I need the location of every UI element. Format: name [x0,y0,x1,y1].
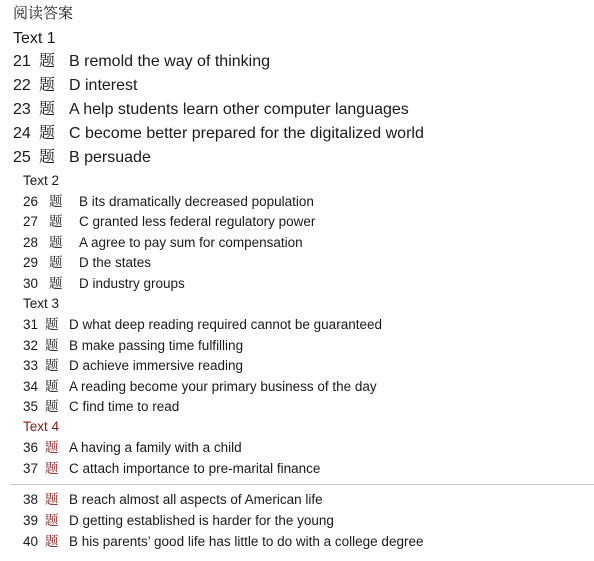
answer-row-35 [23,397,179,416]
question-char: 题 [49,255,63,270]
answer-row-21 [13,51,270,73]
question-char: 题 [39,149,56,166]
question-char: 题 [45,338,59,353]
question-number: 23 [13,101,31,118]
question-char: 题 [39,77,56,94]
question-char: 题 [45,379,59,394]
question-number: 25 [13,149,31,166]
answer-row-23 [13,99,409,121]
question-number: 34 [23,379,39,394]
answer-row-24 [13,123,424,145]
answer-row-39 [23,511,334,530]
question-char: 题 [45,358,59,373]
answer-text: B reach almost all aspects of American life [69,492,323,507]
question-number: 33 [23,358,39,373]
answer-text: D industry groups [79,276,185,291]
question-number: 36 [23,440,39,455]
answer-text: D achieve immersive reading [69,358,244,373]
question-number: 29 [23,255,39,270]
question-number: 40 [23,534,39,549]
answer-text: B his parents’ good life has little to do with a college degree [69,534,424,549]
text1-label: Text 1 [13,30,56,47]
answer-row-28 [23,233,303,252]
answer-row-38 [23,490,323,509]
question-char: 题 [39,53,56,70]
question-char: 题 [45,317,59,332]
answer-text: D what deep reading required cannot be guaranteed [69,317,382,332]
question-char: 题 [45,399,59,414]
question-char: 题 [45,513,59,528]
question-number: 24 [13,125,31,142]
question-char: 题 [49,214,63,229]
answer-text: C become better prepared for the digitalized world [69,125,424,142]
text4-label: Text 4 [23,419,60,434]
question-number: 22 [13,77,31,94]
question-number: 26 [23,194,39,209]
answer-row-33 [23,356,243,375]
answer-row-40 [23,532,423,551]
answer-text: C attach importance to pre-marital finance [69,461,321,476]
answer-text: B remold the way of thinking [69,53,270,70]
answer-text: D the states [79,255,152,270]
answer-row-31 [23,315,382,334]
answer-text: C find time to read [69,399,180,414]
answer-row-29 [23,253,151,272]
answer-row-22 [13,75,137,97]
question-char: 题 [39,125,56,142]
answer-text: B make passing time fulfilling [69,338,244,353]
question-number: 38 [23,492,39,507]
question-char: 题 [45,492,59,507]
question-number: 28 [23,235,39,250]
answer-row-37 [23,459,320,478]
question-char: 题 [49,276,63,291]
question-char: 题 [45,440,59,455]
question-char: 题 [49,235,63,250]
answer-row-30 [23,274,185,293]
answer-text: A reading become your primary business of the day [69,379,377,394]
answer-row-27 [23,212,315,231]
question-char: 题 [49,194,63,209]
answer-text: A having a family with a child [69,440,242,455]
section-divider [10,484,594,485]
answer-row-26 [23,192,314,211]
answer-text: D interest [69,77,138,94]
question-number: 39 [23,513,39,528]
answer-row-34 [23,377,377,396]
question-number: 21 [13,53,31,70]
answer-row-25 [13,147,151,169]
question-number: 32 [23,338,39,353]
question-char: 题 [45,461,59,476]
question-number: 30 [23,276,39,291]
answer-text: A help students learn other computer languages [69,101,409,118]
answer-text: B its dramatically decreased population [79,194,314,209]
answer-text: B persuade [69,149,151,166]
page-heading: 阅读答案 [13,5,74,22]
question-number: 37 [23,461,39,476]
answer-text: D getting established is harder for the young [69,513,334,528]
answer-row-32 [23,336,243,355]
question-number: 35 [23,399,39,414]
question-number: 27 [23,214,39,229]
question-number: 31 [23,317,39,332]
answer-row-36 [23,438,242,457]
question-char: 题 [39,101,56,118]
text3-label: Text 3 [23,296,60,311]
question-char: 题 [45,534,59,549]
text2-label: Text 2 [23,173,60,188]
answer-text: A agree to pay sum for compensation [79,235,303,250]
answer-text: C granted less federal regulatory power [79,214,316,229]
